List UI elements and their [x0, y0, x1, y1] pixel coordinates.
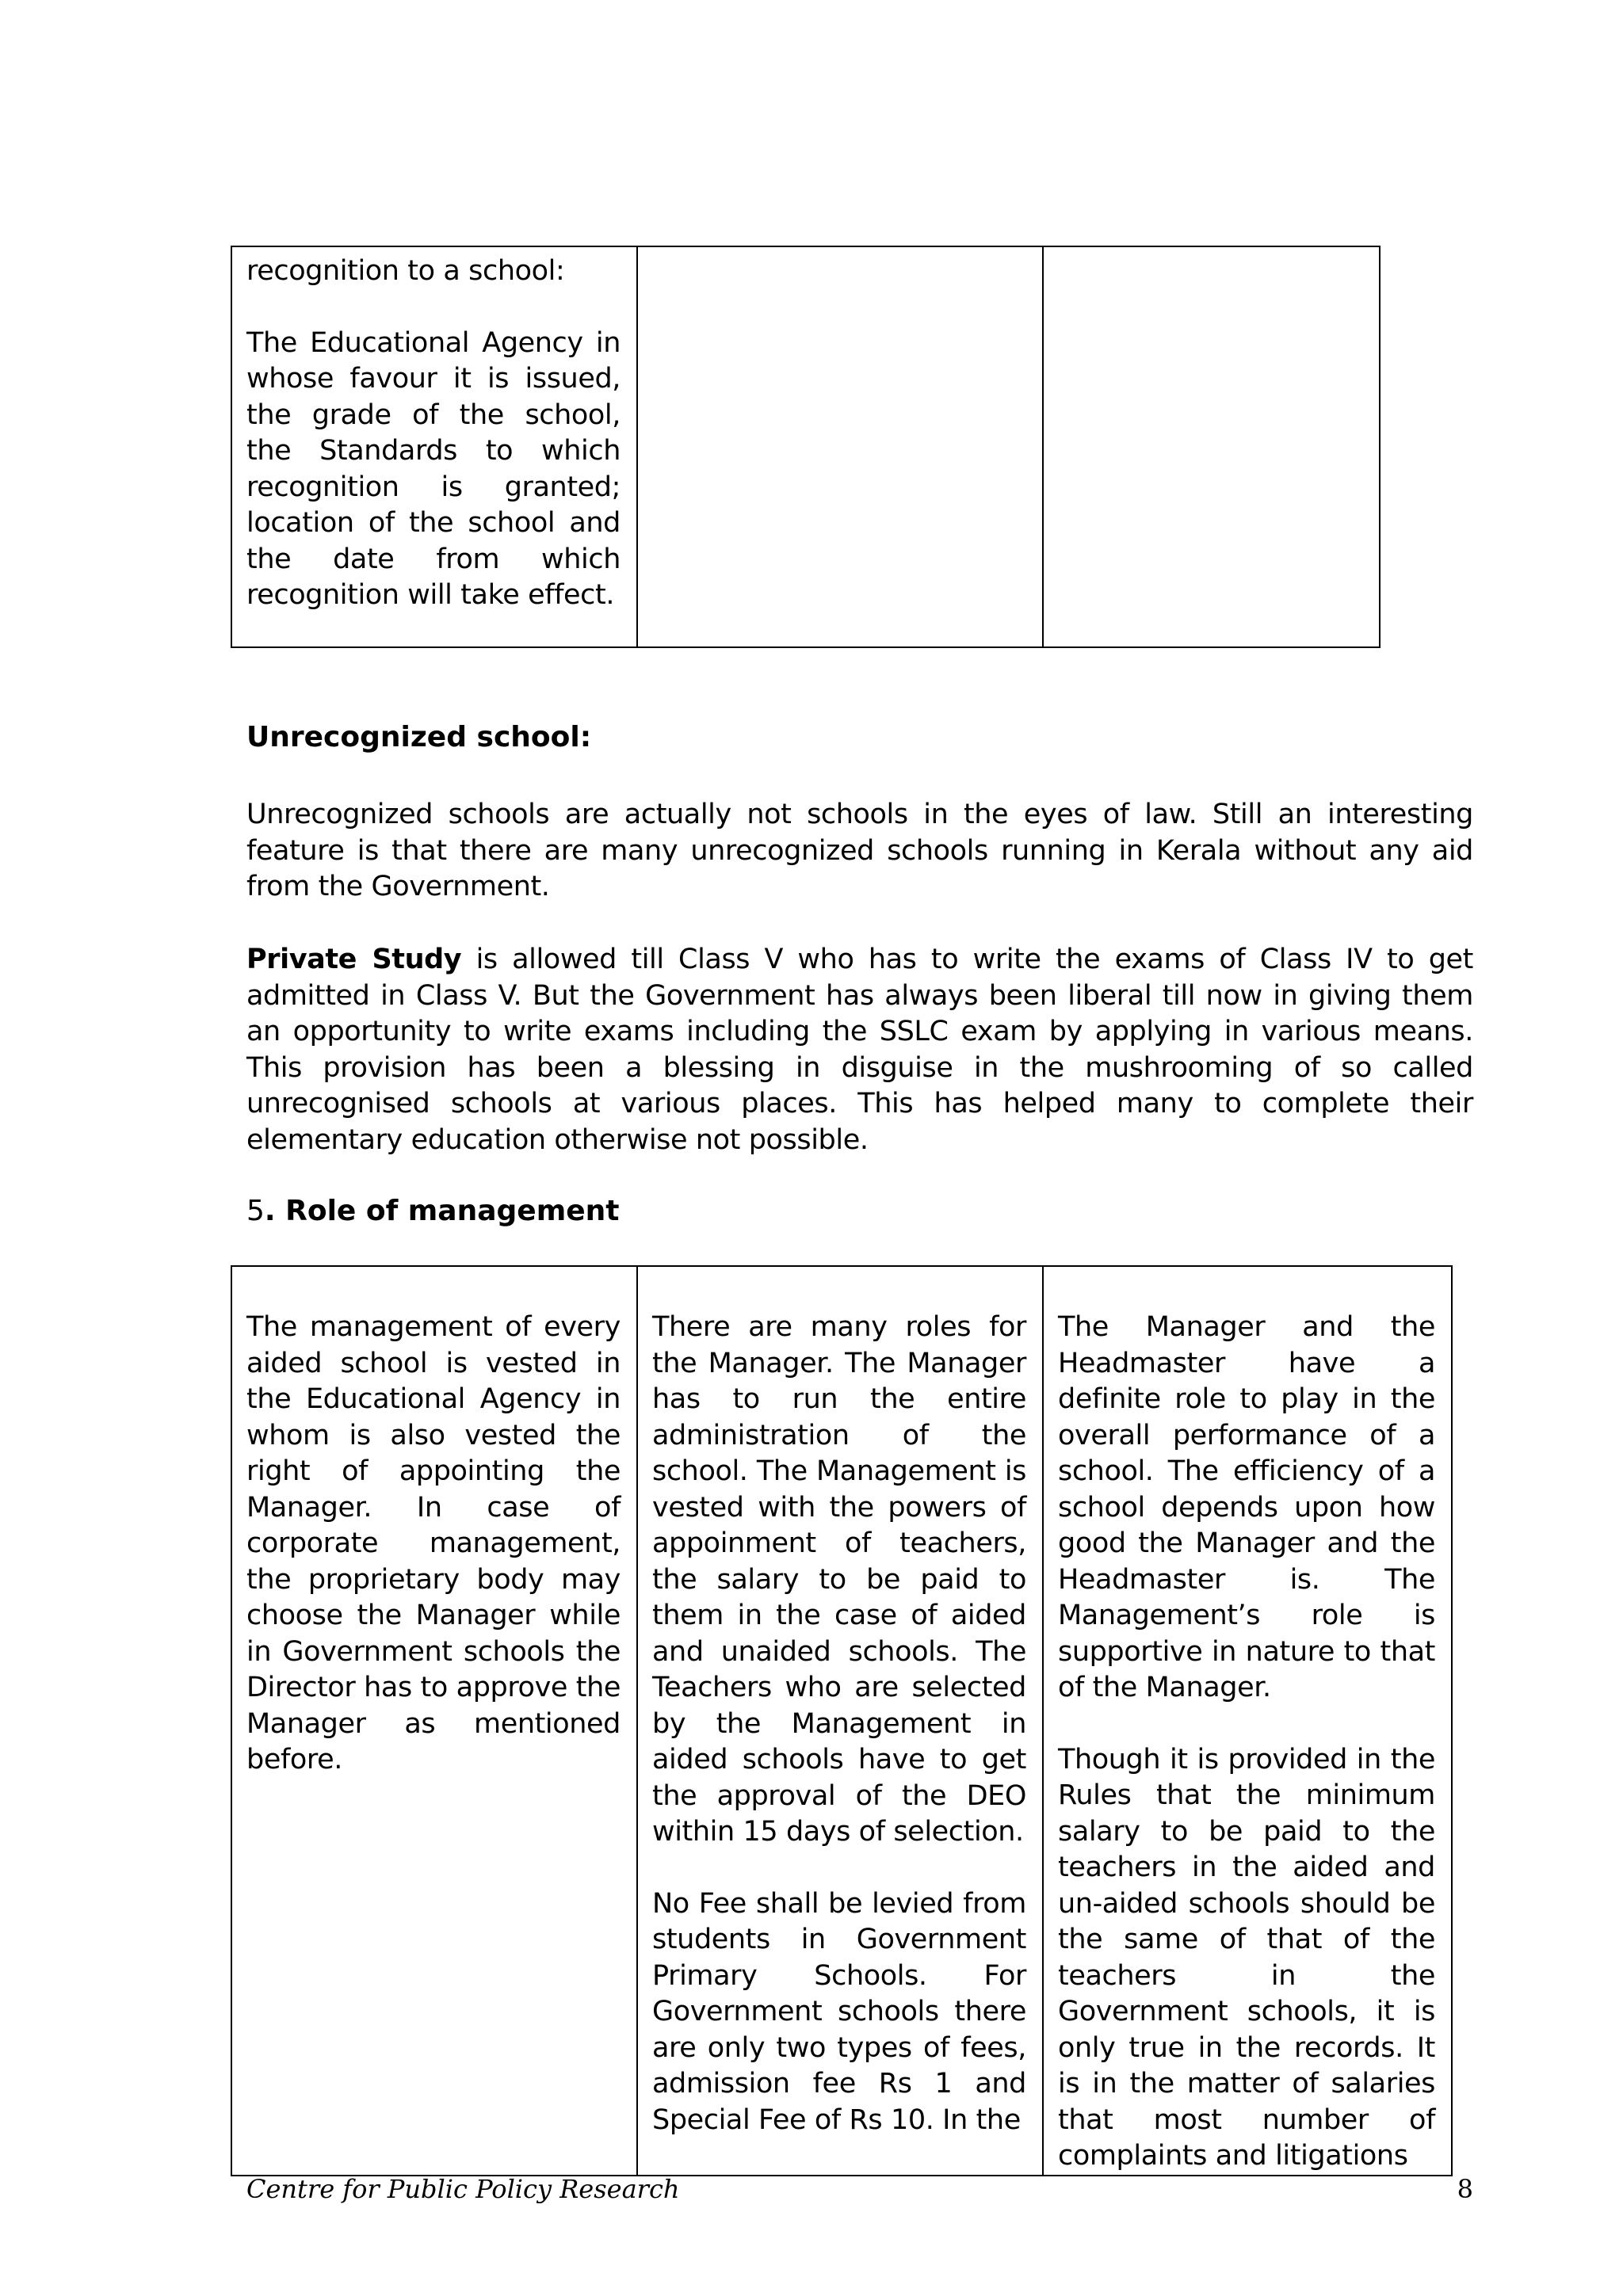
recognition-table — [231, 246, 1381, 648]
management-cell-2 — [637, 1266, 1043, 2176]
management-cell-3-para-1: The Manager and the Headmaster have a definite role to play in the overall performance of a school. The efficiency of a school depends upon how good the Manager and the Headmaster is. The Management’s role is supportive in nature to that of the Manager. — [1058, 1311, 1435, 1703]
recognition-cell-3-text — [1044, 247, 1379, 254]
management-cell-1-para-1: The management of every aided school is vested in the Educational Agency in whom is also vested the right of appointing the Manager. In case of corporate management, the proprietary body may choose the Manager while in Government schools the Director has to approve the Manager as mentioned before. — [246, 1311, 621, 1775]
private-study-paragraph — [246, 942, 1473, 1158]
management-cell-1 — [231, 1266, 637, 2176]
recognition-cell-2 — [637, 246, 1043, 647]
private-study-text: is allowed till Class V who has to write the exams of Class IV to get admitted in Class V. But the Government has always been liberal till now in giving them an opportunity to write exams including the SSLC exam by applying in various means. This provision has been a blessing in disguise in the mushrooming of so called unrecognised schools at various places. This has helped many to complete their elementary education otherwise not possible. — [246, 944, 1473, 1156]
recognition-cell-1-para-1: recognition to a school: — [246, 255, 565, 287]
unrecognized-school-heading: Unrecognized school: — [246, 721, 592, 753]
section-title-text: . Role of management — [264, 1195, 620, 1227]
section-number: 5 — [246, 1195, 265, 1227]
management-cell-2-para-2: No Fee shall be levied from students in Government Primary Schools. For Government schools there are only two types of fees, admission fee Rs 1 and Special Fee of Rs 10. In the — [652, 1887, 1026, 2136]
recognition-cell-1 — [231, 246, 637, 647]
page-number: 8 — [1457, 2174, 1473, 2204]
management-cell-3 — [1043, 1266, 1452, 2176]
role-of-management-table — [231, 1265, 1453, 2176]
footer-organization: Centre for Public Policy Research — [246, 2174, 680, 2204]
recognition-cell-1-para-2: The Educational Agency in whose favour it is issued, the grade of the school, the Standards to which recognition is granted; location of the school and the date from which recognition will take effect. — [246, 326, 621, 611]
management-cell-2-para-1: There are many roles for the Manager. The Manager has to run the entire administration of the school. The Management is vested with the powers of appoinment of teachers, the salary to be paid to them in the case of aided and unaided schools. The Teachers who are selected by the Management in aided schools have to get the approval of the DEO within 15 days of selection. — [652, 1311, 1026, 1848]
private-study-term: Private Study — [246, 944, 462, 975]
unrecognized-paragraph: Unrecognized schools are actually not schools in the eyes of law. Still an interesting feature is that there are many unrecognized schools running in Kerala without any aid from the Government. — [246, 799, 1473, 902]
recognition-cell-3 — [1043, 246, 1380, 647]
recognition-cell-2-text — [638, 247, 1042, 254]
section-title — [246, 1195, 619, 1227]
management-cell-3-para-2: Though it is provided in the Rules that the minimum salary to be paid to the teachers in the aided and un-aided schools should be the same of that of the teachers in the Government schools, it is only true in the records. It is in the matter of salaries that most number of complaints and litigations — [1058, 1743, 1435, 2172]
